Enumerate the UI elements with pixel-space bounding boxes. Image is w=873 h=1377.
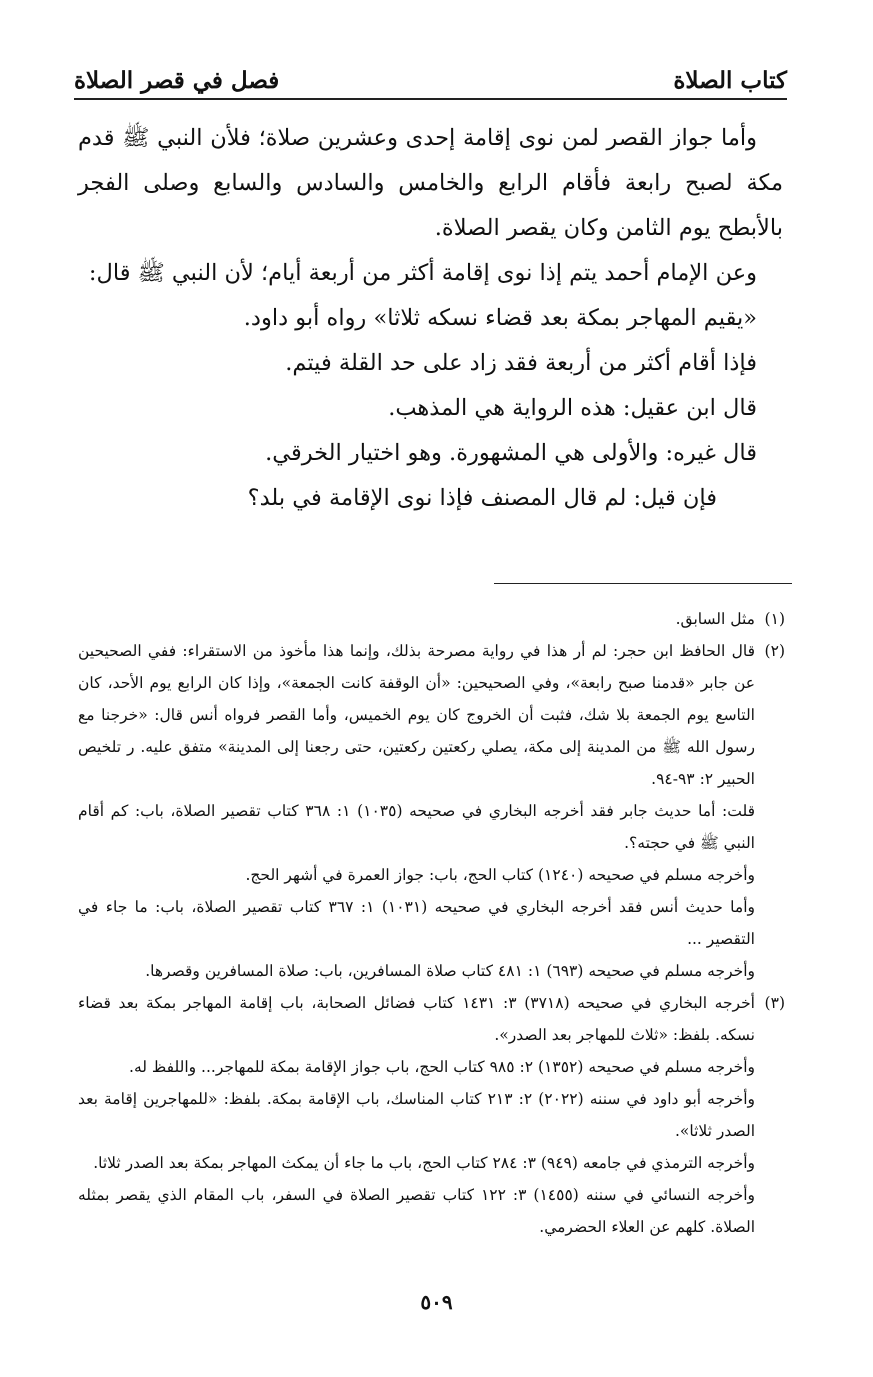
header-section-title: فصل في قصر الصلاة	[74, 67, 280, 94]
footnote-2	[78, 635, 785, 795]
footnote-2-d: وأما حديث أنس فقد أخرجه البخاري في صحيحه (١٠٣١) ١: ٣٦٧ كتاب تقصير الصلاة، باب: ما جاء في التقصير ...	[78, 898, 755, 948]
footnote-3-c: وأخرجه أبو داود في سننه (٢٠٢٢) ٢: ٢١٣ كتاب المناسك، باب الإقامة بمكة. بلفظ: «للمهاجرين إقامة بعد الصدر ثلاثا».	[78, 1090, 755, 1140]
page-number: ٥٠٩	[420, 1290, 453, 1314]
footnotes	[78, 603, 785, 1243]
footnote-1	[78, 603, 785, 635]
paragraph-1: وأما جواز القصر لمن نوى إقامة إحدى وعشرين صلاة؛ فلأن النبي ﷺ قدم مكة لصبح رابعة فأقام الرابع والخامس والسادس والسابع وصلى الفجر بالأبطح يوم الثامن وكان يقصر الصلاة.	[78, 125, 783, 241]
footnote-3-d: وأخرجه الترمذي في جامعه (٩٤٩) ٣: ٢٨٤ كتاب الحج، باب ما جاء أن يمكث المهاجر بمكة بعد الصدر ثلاثا.	[93, 1154, 755, 1172]
footnote-2-e: وأخرجه مسلم في صحيحه (٦٩٣) ١: ٤٨١ كتاب صلاة المسافرين، باب: صلاة المسافرين وقصرها.	[145, 962, 755, 980]
footnote-text: أخرجه البخاري في صحيحه (٣٧١٨) ٣: ١٤٣١ كتاب فضائل الصحابة، باب إقامة المهاجر بمكة بعد قضاء نسكه. بلفظ: «ثلاث للمهاجر بعد الصدر».	[78, 994, 755, 1044]
paragraph-4: قال ابن عقيل: هذه الرواية هي المذهب.	[388, 395, 757, 421]
paragraph-5: قال غيره: والأولى هي المشهورة. وهو اختيار الخرقي.	[265, 440, 757, 466]
paragraph-3: فإذا أقام أكثر من أربعة فقد زاد على حد القلة فيتم.	[285, 350, 757, 376]
main-text	[78, 116, 783, 521]
footnote-rule	[494, 583, 792, 584]
footnote-number: (١)	[764, 610, 785, 628]
header-book-title: كتاب الصلاة	[673, 67, 787, 94]
footnote-2-c: وأخرجه مسلم في صحيحه (١٢٤٠) كتاب الحج، باب: جواز العمرة في أشهر الحج.	[245, 866, 755, 884]
footnote-2-b: قلت: أما حديث جابر فقد أخرجه البخاري في صحيحه (١٠٣٥) ١: ٣٦٨ كتاب تقصير الصلاة، باب: كم أقام النبي ﷺ في حجته؟.	[78, 802, 755, 852]
header-rule	[74, 98, 787, 100]
paragraph-2b: «يقيم المهاجر بمكة بعد قضاء نسكه ثلاثا» رواه أبو داود.	[243, 305, 757, 331]
footnote-text: قال الحافظ ابن حجر: لم أر هذا في رواية مصرحة بذلك، وإنما هذا مأخوذ من الاستقراء: ففي الصحيحين عن جابر «قدمنا صبح رابعة»، وفي الصحيحين: «أن الوقفة كانت الجمعة»، وإذا كان الرابع يوم الأحد، كان التاسع يوم الجمعة بلا شك، فثبت أن الخروج كان يوم الخميس، وأما القصر فرواه أنس قال: «خرجنا مع رسول الله ﷺ من المدينة إلى مكة، يصلي ركعتين ركعتين، حتى رجعنا إلى المدينة» متفق عليه. ر تلخيص الحبير ٢: ٩٣-٩٤.	[78, 642, 755, 788]
footnote-3	[78, 987, 785, 1051]
paragraph-2a: وعن الإمام أحمد يتم إذا نوى إقامة أكثر من أربعة أيام؛ لأن النبي ﷺ قال:	[88, 260, 757, 286]
footnote-number: (٣)	[764, 994, 785, 1012]
running-header	[74, 52, 787, 94]
footnote-number: (٢)	[764, 642, 785, 660]
footnote-text: مثل السابق.	[675, 610, 755, 628]
paragraph-6: فإن قيل: لم قال المصنف فإذا نوى الإقامة في بلد؟	[247, 485, 717, 511]
footnote-3-b: وأخرجه مسلم في صحيحه (١٣٥٢) ٢: ٩٨٥ كتاب الحج، باب جواز الإقامة بمكة للمهاجر... واللفظ له.	[129, 1058, 755, 1076]
footnote-3-e: وأخرجه النسائي في سننه (١٤٥٥) ٣: ١٢٢ كتاب تقصير الصلاة في السفر، باب المقام الذي يقصر بمثله الصلاة. كلهم عن العلاء الحضرمي.	[78, 1186, 756, 1236]
